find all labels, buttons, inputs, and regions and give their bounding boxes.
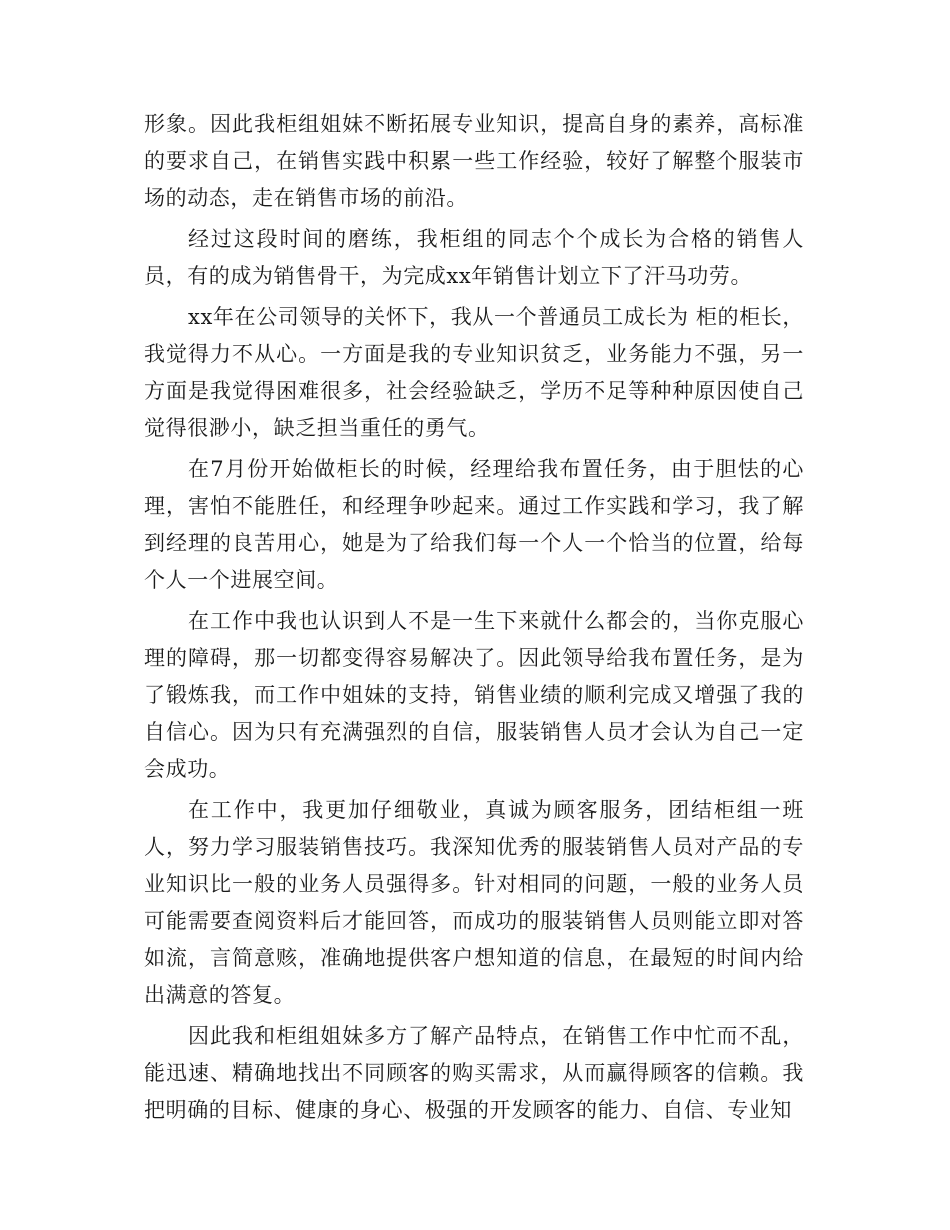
paragraph-4: 在7月份开始做柜长的时候，经理给我布置任务，由于胆怯的心理，害怕不能胜任，和经理争吵起来。通过工作实践和学习，我了解到经理的良苦用心，她是为了给我们每一个人一个恰当的位置，给每个人一个进展空间。 (144, 457, 804, 592)
paragraph-3: xx年在公司领导的关怀下，我从一个普通员工成长为 柜的柜长，我觉得力不从心。一方面是我的专业知识贫乏，业务能力不强，另一方面是我觉得困难很多，社会经验缺乏，学历不足等种种原因使自己觉得很渺小，缺乏担当重任的勇气。 (144, 305, 804, 440)
paragraph-5: 在工作中我也认识到人不是一生下来就什么都会的，当你克服心理的障碍，那一切都变得容易解决了。因此领导给我布置任务，是为了锻炼我，而工作中姐妹的支持，销售业绩的顺利完成又增强了我的自信心。因为只有充满强烈的自信，服装销售人员才会认为自己一定会成功。 (144, 609, 804, 781)
document-body (144, 106, 804, 1133)
paragraph-2: 经过这段时间的磨练，我柜组的同志个个成长为合格的销售人员，有的成为销售骨干，为完成xx年销售计划立下了汗马功劳。 (144, 227, 804, 288)
paragraph-6: 在工作中，我更加仔细敬业，真诚为顾客服务，团结柜组一班人，努力学习服装销售技巧。我深知优秀的服装销售人员对产品的专业知识比一般的业务人员强得多。针对相同的问题，一般的业务人员可能需要查阅资料后才能回答，而成功的服装销售人员则能立即对答如流，言简意赅，准确地提供客户想知道的信息，在最短的时间内给出满意的答复。 (144, 798, 804, 1007)
paragraph-7: 因此我和柜组姐妹多方了解产品特点，在销售工作中忙而不乱，能迅速、精确地找出不同顾客的购买需求，从而赢得顾客的信赖。我把明确的目标、健康的身心、极强的开发顾客的能力、自信、专业知 (144, 1024, 804, 1122)
paragraph-1: 形象。因此我柜组姐妹不断拓展专业知识，提高自身的素养，高标准的要求自己，在销售实践中积累一些工作经验，较好了解整个服装市场的动态，走在销售市场的前沿。 (144, 112, 804, 210)
